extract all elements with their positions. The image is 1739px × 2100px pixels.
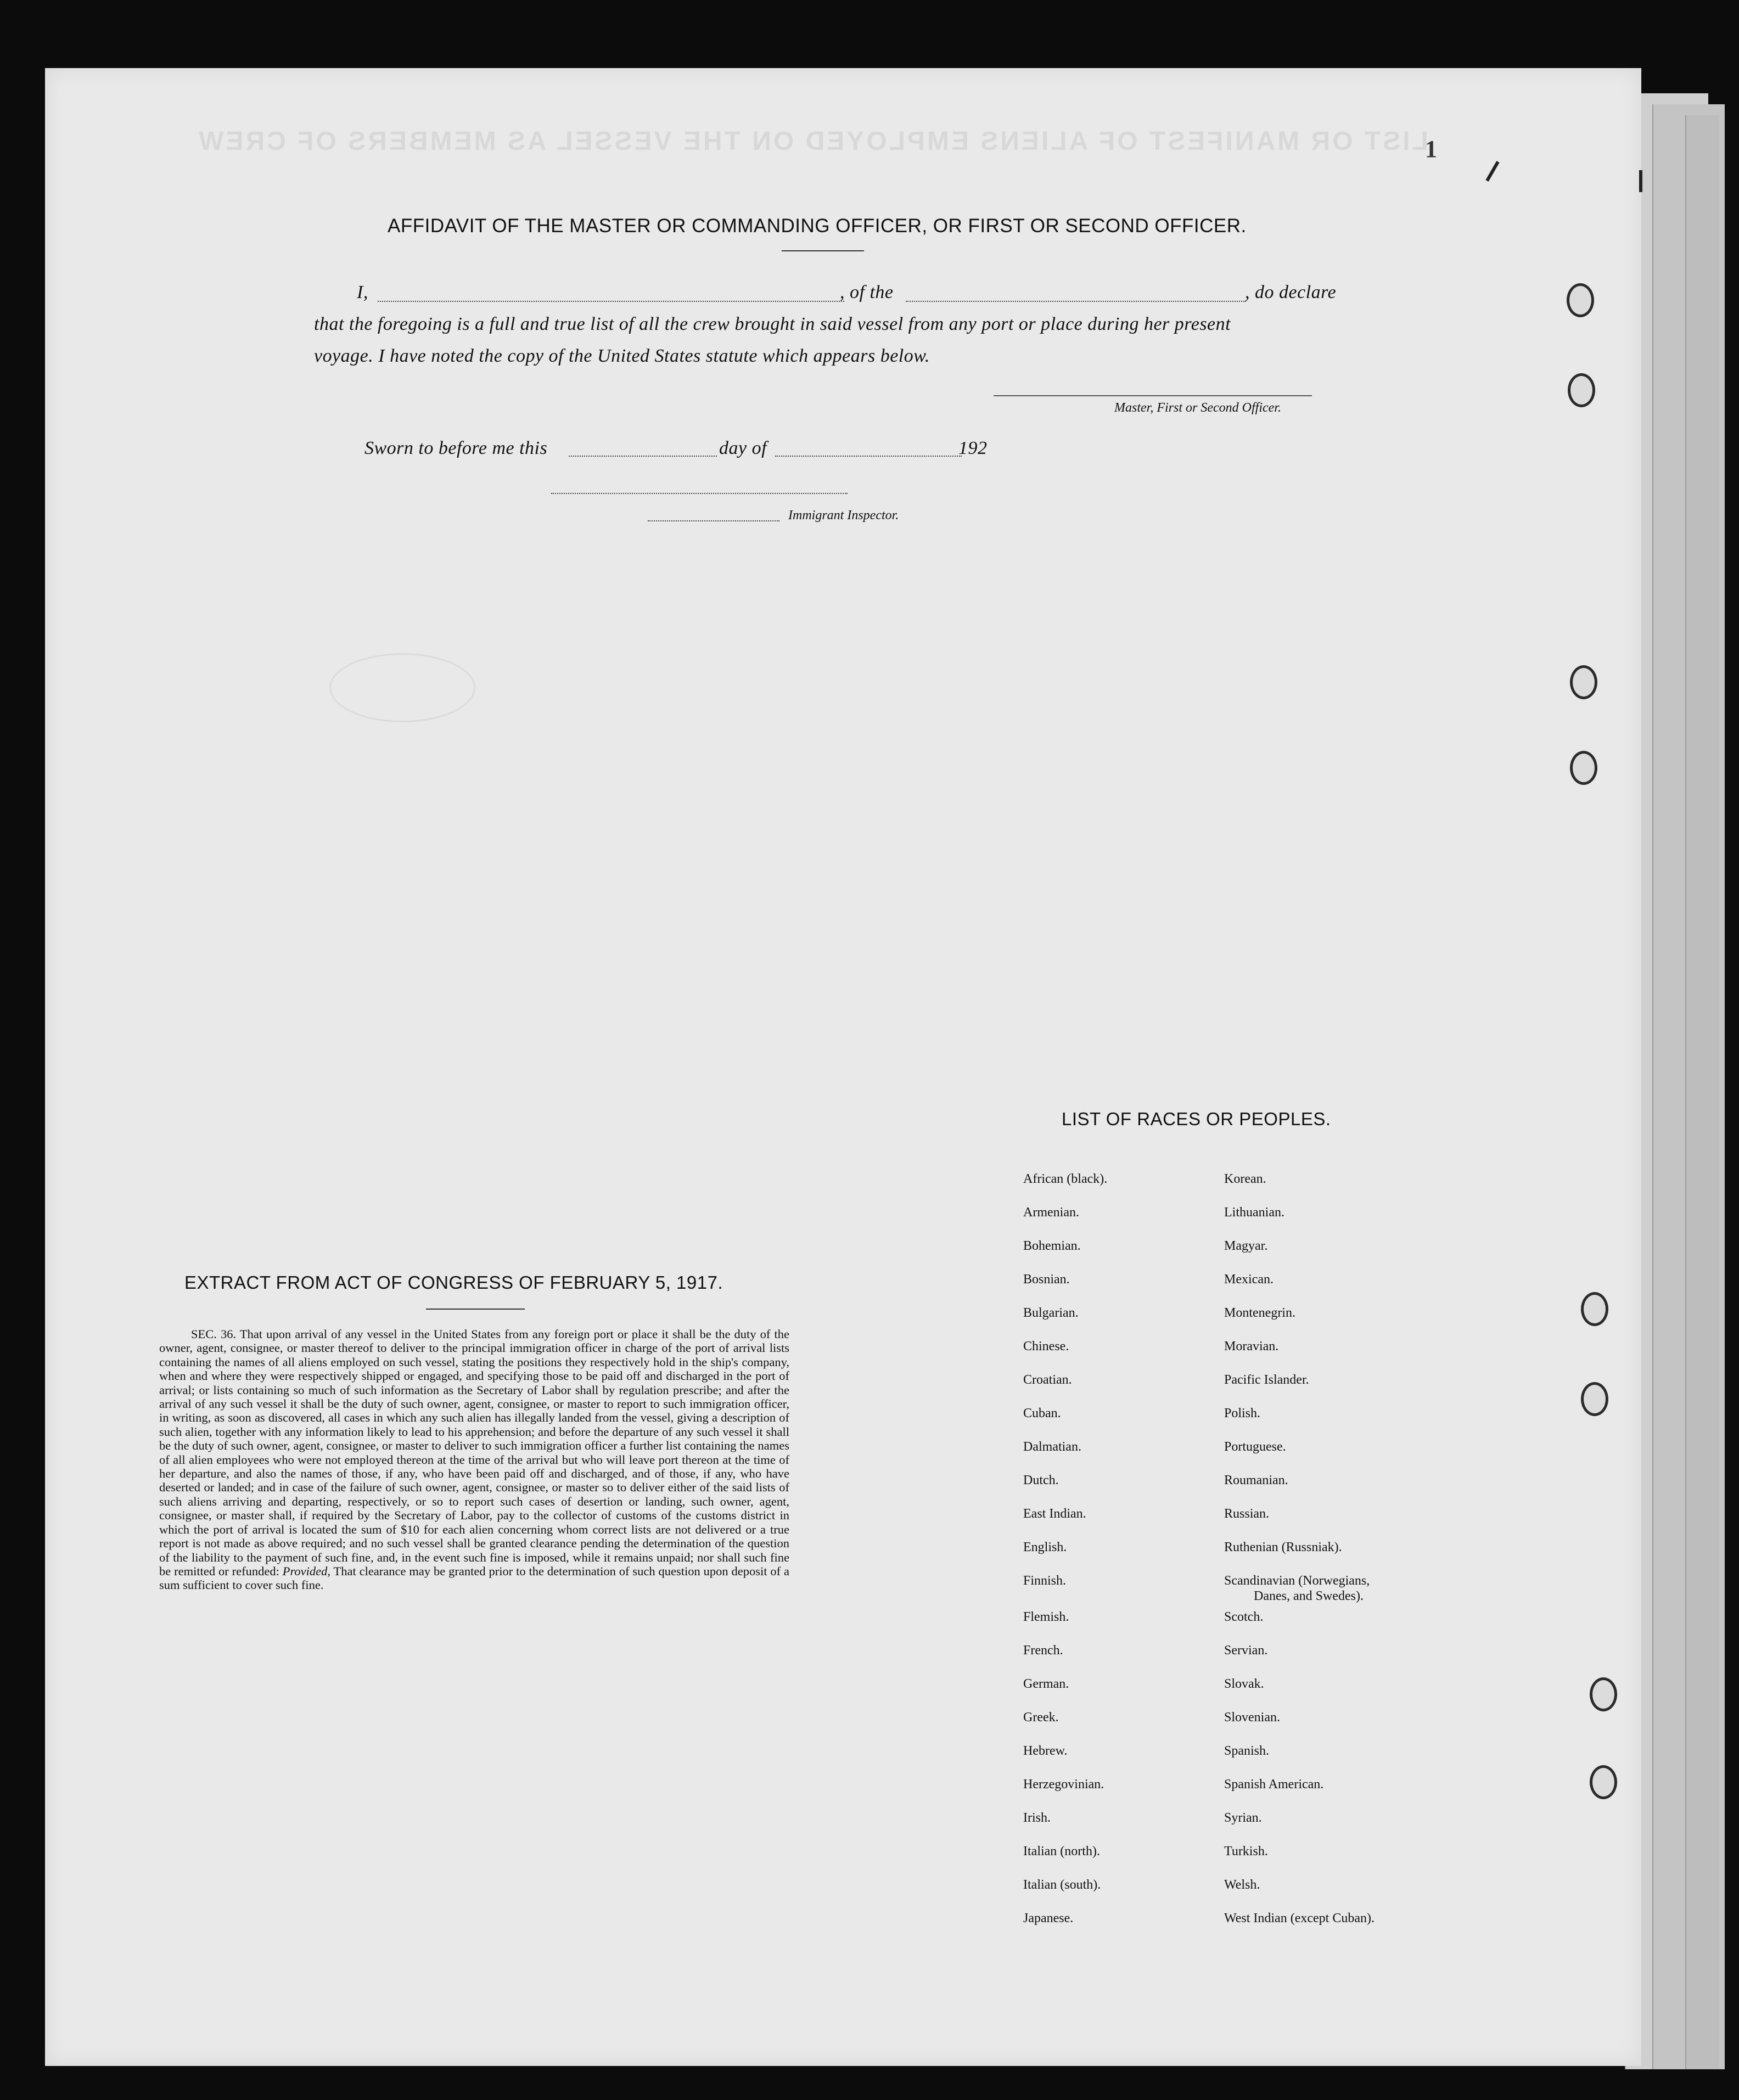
bleed-through-header: LIST OR MANIFEST OF ALIENS EMPLOYED ON THE VESSEL AS MEMBERS OF CREW — [197, 127, 1428, 156]
page-number: 1 — [1425, 136, 1437, 162]
punch-hole-icon — [1590, 1677, 1617, 1711]
race-left-12: English. — [1023, 1540, 1067, 1554]
title-rule — [426, 1309, 525, 1310]
race-right-19: Spanish American. — [1224, 1777, 1324, 1792]
sworn-day-of: day of — [719, 438, 767, 458]
race-left-20: Irish. — [1023, 1811, 1051, 1825]
race-right-15: Servian. — [1224, 1643, 1268, 1658]
race-left-22: Italian (south). — [1023, 1878, 1101, 1892]
race-right-11: Russian. — [1224, 1507, 1270, 1521]
race-right-6: Moravian. — [1224, 1339, 1279, 1354]
race-left-15: French. — [1023, 1643, 1063, 1658]
race-left-7: Croatian. — [1023, 1373, 1072, 1387]
race-right-18: Spanish. — [1224, 1744, 1270, 1758]
race-right-9: Portuguese. — [1224, 1440, 1286, 1454]
race-right-13: Scandinavian (Norwegians, — [1224, 1574, 1370, 1588]
race-left-21: Italian (north). — [1023, 1844, 1100, 1858]
background-page — [1685, 115, 1719, 2069]
race-left-9: Dalmatian. — [1023, 1440, 1081, 1454]
extract-body-part-2: That clearance may be granted prior to the determination of such question upon deposit of a sum sufficient to cover such fine. — [159, 1564, 789, 1592]
extract-title: EXTRACT FROM ACT OF CONGRESS OF FEBRUARY 5, 1917. — [184, 1272, 723, 1293]
race-right-13-continued: Danes, and Swedes). — [1254, 1589, 1364, 1603]
race-right-23: West Indian (except Cuban). — [1224, 1911, 1375, 1925]
race-right-22: Welsh. — [1224, 1878, 1260, 1892]
race-left-3: Bohemian. — [1023, 1239, 1081, 1253]
inspector-name-line[interactable] — [648, 520, 779, 521]
affidavit-do-declare: , do declare — [1245, 282, 1337, 302]
inspector-caption: Immigrant Inspector. — [788, 508, 899, 523]
race-left-16: German. — [1023, 1677, 1069, 1691]
master-signature-caption: Master, First or Second Officer. — [1114, 401, 1281, 415]
race-right-20: Syrian. — [1224, 1811, 1262, 1825]
race-left-18: Hebrew. — [1023, 1744, 1068, 1758]
faint-stamp-mark — [329, 653, 475, 722]
race-left-8: Cuban. — [1023, 1406, 1061, 1420]
race-right-12: Ruthenian (Russniak). — [1224, 1540, 1342, 1554]
race-left-4: Bosnian. — [1023, 1272, 1070, 1287]
inspector-signature-line[interactable] — [551, 493, 848, 494]
affidavit-title: AFFIDAVIT OF THE MASTER OR COMMANDING OFFICER, OR FIRST OR SECOND OFFICER. — [388, 215, 1247, 237]
race-left-6: Chinese. — [1023, 1339, 1069, 1354]
edge-mark — [1639, 170, 1642, 192]
master-signature-line[interactable] — [994, 395, 1312, 396]
race-right-7: Pacific Islander. — [1224, 1373, 1309, 1387]
race-left-5: Bulgarian. — [1023, 1306, 1079, 1320]
race-left-14: Flemish. — [1023, 1610, 1069, 1624]
race-right-3: Magyar. — [1224, 1239, 1268, 1253]
extract-provided: Provided, — [282, 1564, 330, 1578]
race-left-10: Dutch. — [1023, 1473, 1059, 1487]
sworn-day-field[interactable] — [569, 456, 717, 457]
punch-hole-icon — [1590, 1765, 1617, 1799]
race-right-4: Mexican. — [1224, 1272, 1274, 1287]
extract-body-part-1: SEC. 36. That upon arrival of any vessel in the United States from any foreign port or place it shall be the duty of the owner, agent, consignee, or master thereof to deliver to the principal immigration officer in charge of the port of arrival lists containing the names of all aliens employed on such vessel, stating the positions they respectively hold in the ship's company, when and where they were respectively shipped or engaged, and specifying those to be paid off and discharged in the port of arrival; or lists containing so much of such information as the Secretary of Labor shall by regulation prescribe; and after the arrival of any such vessel it shall be the duty of such owner, agent, consignee, or master to report to such immigration officer, in writing, as soon as discovered, all cases in which any such alien has illegally landed from the vessel, giving a description of such alien, together with any information likely to lead to his apprehension; and before the departure of any such vessel it shall be the duty of such owner, agent, consignee, or master to deliver to such immigration officer a further list containing the names of all alien employees who were not employed thereon at the time of the arrival but who will leave port thereon at the time of her departure, and also the names of those, if any, who have been paid off and discharged, and of those, if any, who have deserted or landed; and in case of the failure of such owner, agent, consignee, or master so to deliver either of the said lists of such aliens arriving and departing, respectively, or so to report such cases of desertion or landing, such owner, agent, consignee, or master shall, if required by the Secretary of Labor, pay to the collector of customs of the customs district in which the port of arrival is located the sum of $10 for each alien concerning whom correct lists are not delivered or a true report is not made as above required; and no such vessel shall be granted clearance pending the determination of the question of the liability to the payment of such fine, and, in the event such fine is imposed, while it remains unpaid; nor shall such fine be remitted or refunded: — [159, 1327, 789, 1578]
race-right-1: Korean. — [1224, 1172, 1266, 1186]
document-sheet — [45, 68, 1641, 2066]
punch-hole-icon — [1581, 1382, 1608, 1416]
race-left-13: Finnish. — [1023, 1574, 1067, 1588]
race-left-1: African (black). — [1023, 1172, 1108, 1186]
sworn-year: 192 — [958, 438, 988, 458]
sworn-prefix: Sworn to before me this — [364, 438, 548, 458]
affidavit-i: I, — [357, 282, 368, 302]
title-rule — [782, 250, 864, 251]
punch-hole-icon — [1568, 373, 1595, 407]
affidavit-of-the: , of the — [840, 282, 894, 302]
race-left-23: Japanese. — [1023, 1911, 1074, 1925]
punch-hole-icon — [1570, 751, 1597, 785]
race-right-10: Roumanian. — [1224, 1473, 1288, 1487]
punch-hole-icon — [1581, 1292, 1608, 1326]
punch-hole-icon — [1567, 283, 1594, 317]
master-name-field[interactable] — [378, 301, 844, 302]
race-left-11: East Indian. — [1023, 1507, 1086, 1521]
race-right-14: Scotch. — [1224, 1610, 1264, 1624]
race-left-2: Armenian. — [1023, 1205, 1079, 1220]
race-right-21: Turkish. — [1224, 1844, 1268, 1858]
sworn-month-field[interactable] — [775, 456, 962, 457]
race-right-16: Slovak. — [1224, 1677, 1264, 1691]
affidavit-statement-line-3: voyage. I have noted the copy of the United States statute which appears below. — [314, 346, 930, 366]
vessel-name-field[interactable] — [906, 301, 1246, 302]
race-right-2: Lithuanian. — [1224, 1205, 1284, 1220]
race-right-5: Montenegrin. — [1224, 1306, 1295, 1320]
race-left-19: Herzegovinian. — [1023, 1777, 1104, 1792]
punch-hole-icon — [1570, 665, 1597, 699]
races-title: LIST OF RACES OR PEOPLES. — [1062, 1109, 1331, 1129]
race-right-17: Slovenian. — [1224, 1710, 1280, 1725]
race-right-8: Polish. — [1224, 1406, 1261, 1420]
extract-body — [159, 1327, 789, 1592]
affidavit-statement-line-2: that the foregoing is a full and true list of all the crew brought in said vessel from any port or place during her present — [314, 314, 1231, 334]
race-left-17: Greek. — [1023, 1710, 1059, 1725]
